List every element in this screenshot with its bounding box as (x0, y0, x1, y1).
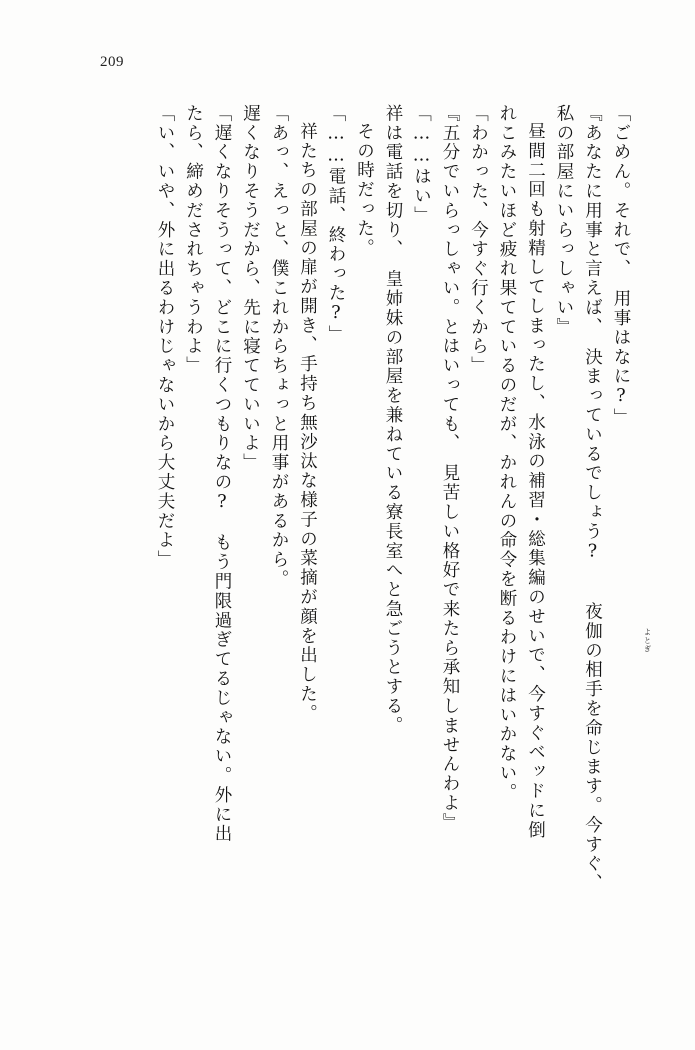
text-column: 私の部屋にいらっしゃい』 (554, 104, 574, 337)
text-column: 祥たちの部屋の扉が開き、手持ち無沙汰な様子の菜摘が顔を出した。 (297, 122, 318, 724)
text-column: れこみたいほど疲れ果てているのだが、かれんの命令を断るわけにはいかない。 (497, 104, 517, 803)
text-column: 「ごめん。それで、 用事はなに?」 (611, 104, 631, 428)
text-column: 「……はい」 (411, 104, 432, 226)
ruby-annotation: よとぎ (643, 628, 652, 654)
text-column: 昼間二回も射精してしまったし、水泳の補習・総集編のせいで、今すぐベッドに倒 (525, 122, 546, 840)
vertical-text-body (145, 104, 630, 944)
text-column: 「わかった、今すぐ行くから」 (468, 104, 489, 376)
text-column: 「あっ、えっと、僕これからちょっと用事があるから。 (269, 104, 289, 589)
text-column: 遅くなりそうだから、先に寝てていいよ」 (240, 104, 261, 473)
page-number: 209 (100, 54, 124, 70)
text-column: 『あなたに用事と言えば、 決まっているでしょう? 夜伽の相手を命じます。今すぐ、 (582, 104, 603, 894)
text-column: 『五分でいらっしゃい。とはいっても、 見苦しい格好で来たら承知しませんわよ』 (440, 104, 460, 833)
text-column: 「遅くなりそうって、どこに行くつもりなの? もう門限過ぎてるじゃない。外に出 (212, 104, 232, 844)
text-column: 「い、いや、外に出るわけじゃないから大丈夫だよ」 (155, 104, 175, 570)
text-column: 「……電話、終わった?」 (326, 104, 346, 345)
text-column: その時だった。 (354, 122, 375, 258)
text-column: たら、締めだされちゃうわよ」 (183, 104, 204, 376)
text-column: 祥は電話を切り、 皇姉妹の部屋を兼ねている寮長室へと急ごうとする。 (383, 104, 403, 736)
